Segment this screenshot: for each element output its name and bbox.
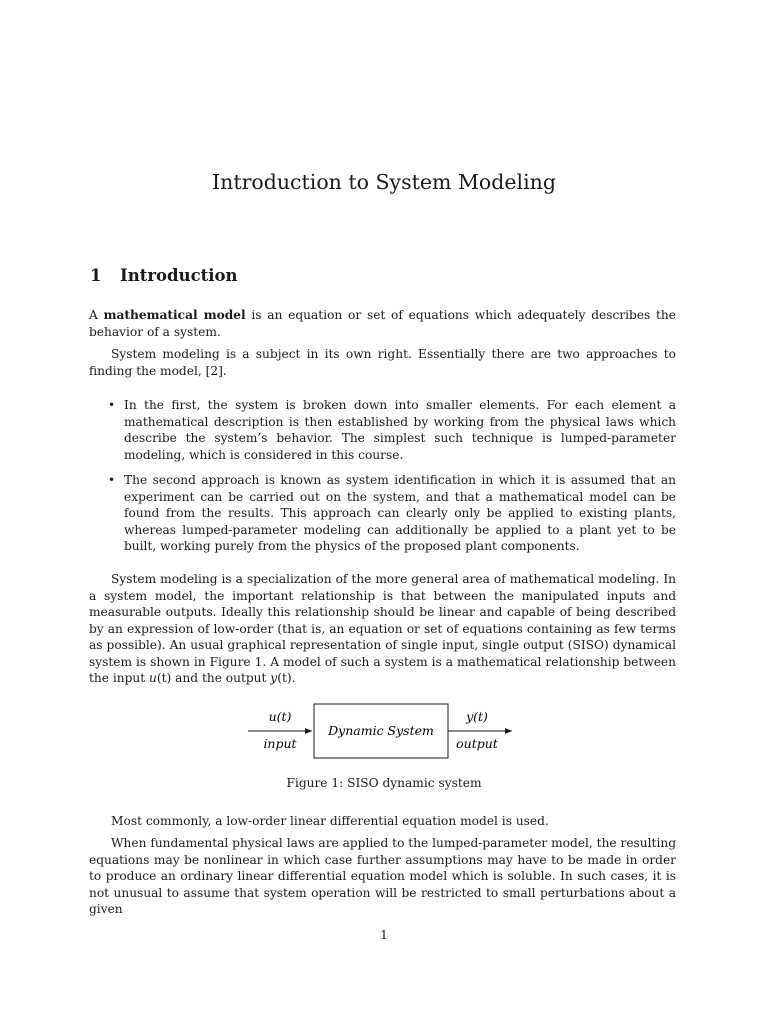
bullet-marker: •	[108, 473, 116, 487]
output-text-label: output	[456, 736, 498, 751]
paragraph-text: (t) and the output	[156, 671, 271, 685]
bold-term: mathematical model	[103, 308, 246, 322]
math-symbol-u: u	[149, 671, 157, 685]
page-number: 1	[380, 928, 388, 942]
math-symbol-y: y	[270, 671, 278, 685]
document-title: Introduction to System Modeling	[212, 169, 556, 194]
section-title: Introduction	[120, 266, 238, 285]
paragraph-text: A	[89, 308, 104, 322]
bullet-item-second-approach: The second approach is known as system identification in which it is assumed that an experiment can be carried out on the system, and that a mathematical model can be found from the results. This approach can clearly only be applied to existing plants, whereas lumped-parameter modeling can additionally be applied to a plant yet to be built, working purely from the physics of the proposed plant components.	[124, 473, 676, 553]
paragraph-text: is an equation or set of equations which adequately describes the behavior of a system.	[89, 308, 676, 339]
figure-caption: Figure 1: SISO dynamic system	[286, 776, 482, 790]
paragraph-physical-laws: When fundamental physical laws are applied to the lumped-parameter model, the resulting equations may be nonlinear in which case further assumptions may have to be made in order to produce an ordinary linear differential equation model which is soluble. In such cases, it is not unusual to assume that system operation will be restricted to small perturbations about a given	[89, 836, 676, 916]
siso-block-diagram	[240, 698, 530, 768]
block-label: Dynamic System	[328, 723, 434, 738]
paragraph-low-order: Most commonly, a low-order linear differential equation model is used.	[111, 814, 549, 828]
input-text-label: input	[263, 736, 297, 751]
input-signal-label: u(t)	[268, 709, 292, 724]
output-signal-label: y(t)	[466, 709, 488, 724]
paragraph-approaches: System modeling is a subject in its own right. Essentially there are two approaches to finding the model, [2].	[89, 347, 676, 378]
section-heading	[90, 266, 238, 285]
section-number: 1	[90, 266, 102, 285]
bullet-item-first-approach: In the first, the system is broken down into smaller elements. For each element a mathematical description is then established by working from the physical laws which describe the system’s behavior. The simplest such technique is lumped-parameter modeling, which is considered in this course.	[124, 398, 676, 462]
paragraph-specialization	[89, 571, 676, 687]
paragraph-definition	[89, 307, 676, 340]
paragraph-text: System modeling is a specialization of the more general area of mathematical modeling. In a system model, the important relationship is that between the manipulated inputs and measurable outputs. Ideally this relationship should be linear and capable of being described by an expression of low-order (that is, an equation or set of equations containing as few terms as possible). An usual graphical representation of single input, single output (SISO) dynamical system is shown in Figure 1. A model of such a system is a mathematical relationship between the input	[89, 572, 676, 685]
paragraph-text: (t).	[277, 671, 296, 685]
bullet-marker: •	[108, 398, 116, 412]
